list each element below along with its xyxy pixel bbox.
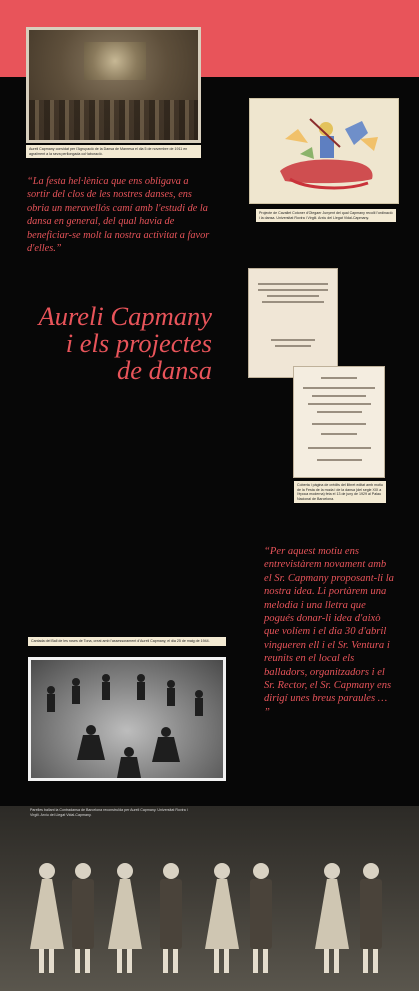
- booklet-credits-page: [293, 366, 385, 478]
- dancer-figure: [30, 863, 64, 973]
- title-line-1: Aureli Capmany: [38, 301, 212, 331]
- caption-booklets: Coberta i pàgina de crèdits del llibret editat amb motiu de la Festa de la moda i de la dansa (del segle XIX a l'època moderna) feta el 13 de juny de 1929 al Palau Nacional de Barcelona.: [294, 481, 386, 503]
- caption-knight: Projecte de Cavallet Cotoner d'Olegaer Junyent del qual Capmany recollí l'ordinació i la dansa. Universitat Rovira i Virgili. Arxiu del Llegat Vidal-Capmany.: [256, 209, 396, 222]
- caption-ballroom: Aureli Capmany convidat per l'Agrupació de la Dansa de Manresa el dia 5 de novembre de 1911 en agraïment a la seva perllongada col·laboració.: [26, 145, 201, 158]
- dancer-figure: [72, 863, 94, 973]
- caption-dancers-circle: Cantada del Ball de les roses de Tona, creat amb l'assessorament d'Aureli Capmany, el dia 25 de maig de 1944.: [28, 637, 226, 646]
- dancer-figure: [250, 863, 272, 973]
- page-title: [30, 303, 212, 384]
- dancer-figure: [160, 863, 182, 973]
- quote-interview: “Per aquest motiu ens entrevistàrem novament amb el Sr. Capmany proposant-li la nostra idea. Li portàrem una melodia i una lletra que pogués donar-li idea d'això que volíem i el dia 30 d'abril vingueren ell i el Sr. Ventura i reunits en el local els balladors, organitzadors i el Sr. Rector, el Sr. Capmany ens dirigí unes breus paraules … ”: [264, 546, 394, 718]
- booklet-cover: [248, 268, 338, 378]
- crowd-silhouettes: [29, 100, 198, 140]
- dancer-figure: [315, 863, 349, 973]
- title-line-3: de dansa: [117, 355, 212, 385]
- title-line-2: i els projectes: [65, 328, 212, 358]
- dancers-circle-figures: [31, 660, 223, 778]
- dancer-figure: [360, 863, 382, 973]
- quote-hellenic-festival: “La festa hel·lènica que ens obligava a sortir del clos de les nostres danses, ens obria un meravellós camí amb l'estudi de la dansa en general, del qual havia de beneficiar-se molt la nostra activitat a favor d'elles.”: [27, 176, 210, 255]
- dancer-figure: [205, 863, 239, 973]
- caption-dancers-bottom: Parelles ballant la Contradansa de Barcelona reconstruïda per Aureli Capmany. Universitat Rovira i Virgili. Arxiu del Llegat Vidal-Capmany.: [30, 808, 188, 817]
- knight-drawing: [249, 98, 399, 204]
- ballroom-photo: [26, 27, 201, 143]
- dancers-bottom-photo: [0, 806, 419, 991]
- horse-rider-illustration: [250, 99, 400, 205]
- dancer-figure: [108, 863, 142, 973]
- dancers-circle-photo: [28, 657, 226, 781]
- banner-emblem: [84, 42, 146, 80]
